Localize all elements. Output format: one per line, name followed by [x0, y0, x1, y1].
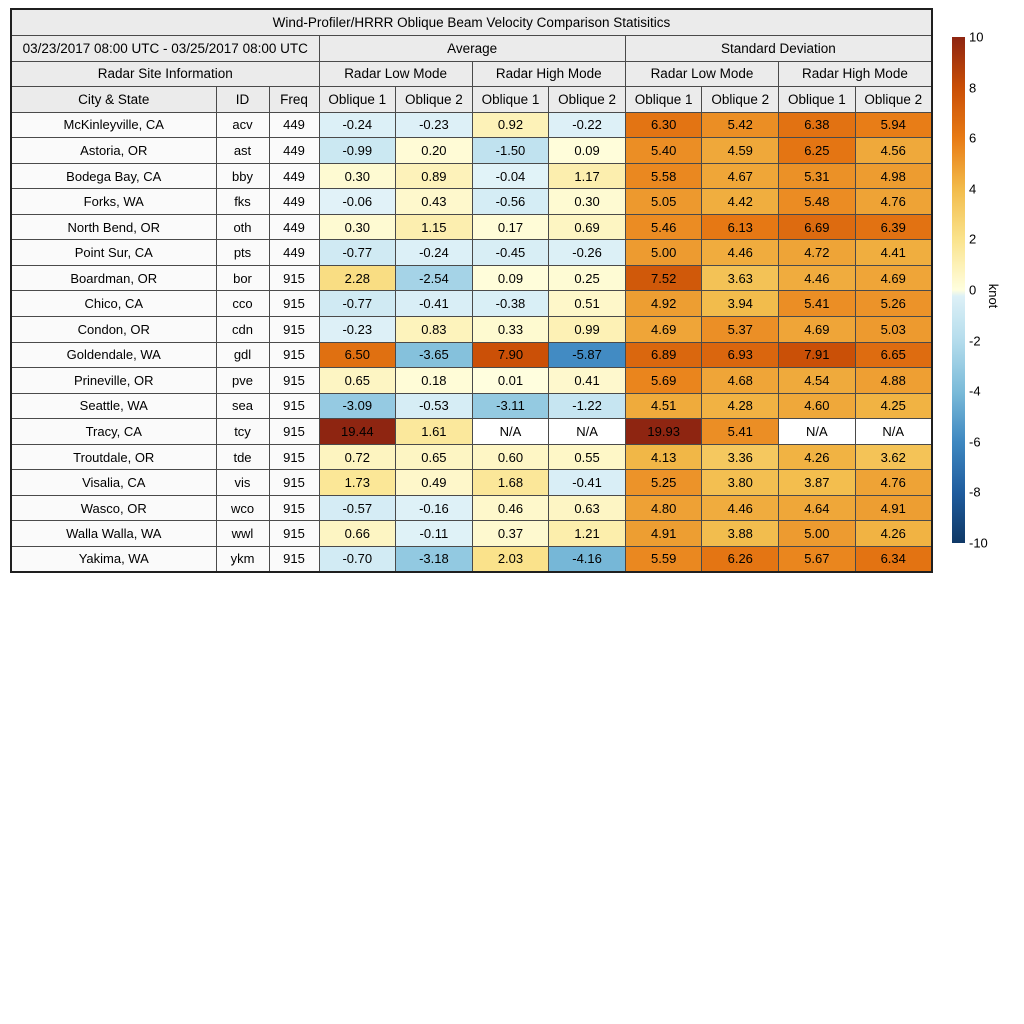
avg-oblique1-cell: -0.56	[472, 189, 549, 215]
avg-oblique2-cell: 1.17	[549, 163, 626, 189]
avg-oblique2-cell: 0.41	[549, 368, 626, 394]
site-id-cell: pts	[216, 240, 269, 266]
std-oblique2-cell: 5.94	[855, 112, 932, 138]
avg-oblique2-cell: -2.54	[396, 265, 473, 291]
avg-oblique2-cell: 0.89	[396, 163, 473, 189]
std-oblique2-cell: 4.25	[855, 393, 932, 419]
std-high-oblique1-header: Oblique 1	[779, 87, 856, 113]
std-oblique1-cell: 4.13	[625, 444, 702, 470]
title-row	[11, 9, 932, 36]
avg-oblique1-cell: -0.77	[319, 240, 396, 266]
city-cell: Troutdale, OR	[11, 444, 216, 470]
city-cell: Yakima, WA	[11, 546, 216, 572]
freq-cell: 915	[269, 368, 319, 394]
table-row	[11, 240, 932, 266]
avg-oblique1-cell: 6.50	[319, 342, 396, 368]
std-oblique2-cell: 3.88	[702, 521, 779, 547]
std-oblique1-cell: 6.89	[625, 342, 702, 368]
city-cell: Condon, OR	[11, 317, 216, 343]
table-title: Wind-Profiler/HRRR Oblique Beam Velocity Comparison Statisitics	[11, 9, 932, 36]
colorbar-tick-label: 6	[969, 130, 977, 146]
site-id-cell: ykm	[216, 546, 269, 572]
site-id-cell: wwl	[216, 521, 269, 547]
avg-oblique1-cell: 0.33	[472, 317, 549, 343]
std-oblique2-cell: 4.91	[855, 495, 932, 521]
avg-oblique2-cell: -5.87	[549, 342, 626, 368]
std-oblique2-cell: 6.34	[855, 546, 932, 572]
avg-oblique2-cell: 0.30	[549, 189, 626, 215]
avg-oblique1-cell: 0.72	[319, 444, 396, 470]
std-oblique1-cell: 3.87	[779, 470, 856, 496]
city-cell: Goldendale, WA	[11, 342, 216, 368]
freq-cell: 915	[269, 342, 319, 368]
avg-oblique2-cell: 0.09	[549, 138, 626, 164]
site-id-cell: oth	[216, 214, 269, 240]
std-low-mode-header: Radar Low Mode	[625, 61, 778, 87]
table-row	[11, 163, 932, 189]
std-oblique1-cell: 5.41	[779, 291, 856, 317]
colorbar-tick-label: -8	[969, 484, 981, 500]
table-body	[11, 112, 932, 572]
city-cell: McKinleyville, CA	[11, 112, 216, 138]
freq-cell: 449	[269, 138, 319, 164]
avg-oblique1-cell: 0.09	[472, 265, 549, 291]
freq-cell: 449	[269, 112, 319, 138]
table-row	[11, 495, 932, 521]
std-oblique1-cell: 5.25	[625, 470, 702, 496]
avg-oblique2-cell: 0.83	[396, 317, 473, 343]
avg-oblique2-cell: 0.99	[549, 317, 626, 343]
std-oblique1-cell: 4.91	[625, 521, 702, 547]
city-cell: Point Sur, CA	[11, 240, 216, 266]
site-id-cell: ast	[216, 138, 269, 164]
freq-cell: 915	[269, 393, 319, 419]
avg-oblique1-cell: 0.92	[472, 112, 549, 138]
freq-cell: 915	[269, 291, 319, 317]
std-oblique2-cell: 5.42	[702, 112, 779, 138]
std-low-oblique2-header: Oblique 2	[702, 87, 779, 113]
city-state-header: City & State	[11, 87, 216, 113]
avg-oblique1-cell: 0.37	[472, 521, 549, 547]
avg-oblique1-cell: 1.73	[319, 470, 396, 496]
table-row	[11, 546, 932, 572]
avg-oblique2-cell: -0.11	[396, 521, 473, 547]
site-info-header: Radar Site Information	[11, 61, 319, 87]
freq-cell: 915	[269, 521, 319, 547]
avg-oblique1-cell: 0.66	[319, 521, 396, 547]
std-oblique1-cell: 5.00	[779, 521, 856, 547]
std-oblique1-cell: 6.69	[779, 214, 856, 240]
std-oblique1-cell: 4.46	[779, 265, 856, 291]
std-oblique1-cell: 4.69	[779, 317, 856, 343]
avg-oblique2-cell: -4.16	[549, 546, 626, 572]
id-header: ID	[216, 87, 269, 113]
avg-oblique2-cell: 0.49	[396, 470, 473, 496]
std-high-mode-header: Radar High Mode	[779, 61, 932, 87]
std-oblique2-cell: 3.36	[702, 444, 779, 470]
avg-oblique1-cell: 0.01	[472, 368, 549, 394]
avg-oblique2-cell: -0.41	[396, 291, 473, 317]
avg-oblique2-cell: 1.21	[549, 521, 626, 547]
std-oblique1-cell: 4.64	[779, 495, 856, 521]
colorbar-gradient	[952, 37, 965, 543]
avg-oblique1-cell: 0.30	[319, 214, 396, 240]
table-row	[11, 470, 932, 496]
avg-oblique2-cell: 1.61	[396, 419, 473, 445]
avg-oblique2-cell: 0.65	[396, 444, 473, 470]
colorbar-tick-label: 2	[969, 231, 977, 247]
std-oblique2-cell: 4.42	[702, 189, 779, 215]
avg-oblique1-cell: 2.28	[319, 265, 396, 291]
avg-oblique2-cell: 0.69	[549, 214, 626, 240]
avg-oblique2-cell: -0.22	[549, 112, 626, 138]
site-id-cell: pve	[216, 368, 269, 394]
avg-oblique1-cell: 0.46	[472, 495, 549, 521]
avg-high-oblique1-header: Oblique 1	[472, 87, 549, 113]
group-std-header: Standard Deviation	[625, 36, 931, 62]
std-oblique2-cell: 4.69	[855, 265, 932, 291]
colorbar-tick-label: 0	[969, 282, 977, 298]
group-header-row	[11, 36, 932, 62]
table-row	[11, 138, 932, 164]
std-oblique2-cell: 6.93	[702, 342, 779, 368]
std-oblique1-cell: 5.46	[625, 214, 702, 240]
std-oblique2-cell: 5.26	[855, 291, 932, 317]
std-oblique2-cell: N/A	[855, 419, 932, 445]
colorbar-tick-label: 8	[969, 80, 977, 96]
std-oblique1-cell: 6.38	[779, 112, 856, 138]
city-cell: Seattle, WA	[11, 393, 216, 419]
std-oblique1-cell: 5.58	[625, 163, 702, 189]
avg-oblique2-cell: -0.24	[396, 240, 473, 266]
avg-oblique1-cell: -3.09	[319, 393, 396, 419]
std-oblique2-cell: 3.80	[702, 470, 779, 496]
avg-oblique2-cell: 0.25	[549, 265, 626, 291]
std-oblique2-cell: 4.26	[855, 521, 932, 547]
std-oblique1-cell: 4.80	[625, 495, 702, 521]
freq-cell: 915	[269, 546, 319, 572]
std-oblique2-cell: 4.67	[702, 163, 779, 189]
site-id-cell: tcy	[216, 419, 269, 445]
avg-oblique1-cell: -0.23	[319, 317, 396, 343]
freq-cell: 915	[269, 419, 319, 445]
city-cell: Boardman, OR	[11, 265, 216, 291]
avg-oblique1-cell: -3.11	[472, 393, 549, 419]
site-id-cell: tde	[216, 444, 269, 470]
freq-cell: 449	[269, 240, 319, 266]
avg-oblique1-cell: 0.65	[319, 368, 396, 394]
site-id-cell: cco	[216, 291, 269, 317]
std-oblique1-cell: 19.93	[625, 419, 702, 445]
mode-header-row	[11, 61, 932, 87]
table-row	[11, 342, 932, 368]
std-oblique1-cell: 5.69	[625, 368, 702, 394]
std-oblique2-cell: 5.41	[702, 419, 779, 445]
std-oblique1-cell: 5.31	[779, 163, 856, 189]
avg-oblique2-cell: 1.15	[396, 214, 473, 240]
freq-cell: 915	[269, 444, 319, 470]
std-oblique1-cell: 5.40	[625, 138, 702, 164]
city-cell: Walla Walla, WA	[11, 521, 216, 547]
std-oblique1-cell: 7.91	[779, 342, 856, 368]
avg-oblique2-cell: -3.65	[396, 342, 473, 368]
date-range: 03/23/2017 08:00 UTC - 03/25/2017 08:00 UTC	[11, 36, 319, 62]
avg-oblique1-cell: N/A	[472, 419, 549, 445]
city-cell: Visalia, CA	[11, 470, 216, 496]
avg-oblique2-cell: -0.41	[549, 470, 626, 496]
site-id-cell: acv	[216, 112, 269, 138]
site-id-cell: sea	[216, 393, 269, 419]
city-cell: Bodega Bay, CA	[11, 163, 216, 189]
avg-low-oblique1-header: Oblique 1	[319, 87, 396, 113]
std-oblique1-cell: 5.00	[625, 240, 702, 266]
city-cell: Prineville, OR	[11, 368, 216, 394]
avg-oblique2-cell: -0.26	[549, 240, 626, 266]
site-id-cell: gdl	[216, 342, 269, 368]
std-oblique2-cell: 4.76	[855, 470, 932, 496]
avg-oblique1-cell: -0.70	[319, 546, 396, 572]
std-oblique1-cell: 5.67	[779, 546, 856, 572]
site-id-cell: fks	[216, 189, 269, 215]
freq-cell: 915	[269, 265, 319, 291]
std-oblique1-cell: 4.92	[625, 291, 702, 317]
std-oblique2-cell: 4.56	[855, 138, 932, 164]
std-oblique1-cell: 4.54	[779, 368, 856, 394]
avg-high-oblique2-header: Oblique 2	[549, 87, 626, 113]
std-oblique1-cell: 5.05	[625, 189, 702, 215]
avg-oblique1-cell: 0.17	[472, 214, 549, 240]
std-oblique2-cell: 4.68	[702, 368, 779, 394]
avg-oblique2-cell: 0.55	[549, 444, 626, 470]
colorbar-tick-label: -6	[969, 434, 981, 450]
std-oblique1-cell: 6.25	[779, 138, 856, 164]
avg-low-mode-header: Radar Low Mode	[319, 61, 472, 87]
std-oblique2-cell: 6.65	[855, 342, 932, 368]
avg-oblique1-cell: 19.44	[319, 419, 396, 445]
avg-oblique1-cell: 0.60	[472, 444, 549, 470]
freq-cell: 449	[269, 214, 319, 240]
std-oblique1-cell: 4.72	[779, 240, 856, 266]
table-row	[11, 112, 932, 138]
table-row	[11, 214, 932, 240]
std-oblique2-cell: 5.37	[702, 317, 779, 343]
avg-oblique2-cell: -1.22	[549, 393, 626, 419]
std-oblique1-cell: 4.69	[625, 317, 702, 343]
std-oblique1-cell: 7.52	[625, 265, 702, 291]
avg-oblique1-cell: -0.24	[319, 112, 396, 138]
city-cell: Chico, CA	[11, 291, 216, 317]
avg-oblique2-cell: N/A	[549, 419, 626, 445]
std-oblique2-cell: 4.59	[702, 138, 779, 164]
table-row	[11, 189, 932, 215]
group-average-header: Average	[319, 36, 625, 62]
std-oblique1-cell: 5.59	[625, 546, 702, 572]
std-oblique2-cell: 6.39	[855, 214, 932, 240]
site-id-cell: cdn	[216, 317, 269, 343]
freq-cell: 449	[269, 189, 319, 215]
std-oblique1-cell: 5.48	[779, 189, 856, 215]
colorbar-tick-label: -2	[969, 333, 981, 349]
city-cell: Tracy, CA	[11, 419, 216, 445]
city-cell: Wasco, OR	[11, 495, 216, 521]
avg-oblique1-cell: 2.03	[472, 546, 549, 572]
avg-oblique1-cell: -0.77	[319, 291, 396, 317]
city-cell: North Bend, OR	[11, 214, 216, 240]
std-oblique2-cell: 3.94	[702, 291, 779, 317]
avg-high-mode-header: Radar High Mode	[472, 61, 625, 87]
avg-oblique1-cell: 1.68	[472, 470, 549, 496]
avg-low-oblique2-header: Oblique 2	[396, 87, 473, 113]
avg-oblique1-cell: -1.50	[472, 138, 549, 164]
std-high-oblique2-header: Oblique 2	[855, 87, 932, 113]
site-id-cell: bby	[216, 163, 269, 189]
std-oblique2-cell: 4.76	[855, 189, 932, 215]
std-oblique1-cell: 6.30	[625, 112, 702, 138]
table-row	[11, 444, 932, 470]
std-oblique2-cell: 5.03	[855, 317, 932, 343]
freq-cell: 915	[269, 317, 319, 343]
site-id-cell: bor	[216, 265, 269, 291]
site-id-cell: vis	[216, 470, 269, 496]
colorbar-tick-label: -4	[969, 383, 981, 399]
std-oblique2-cell: 6.26	[702, 546, 779, 572]
freq-header: Freq	[269, 87, 319, 113]
freq-cell: 915	[269, 470, 319, 496]
avg-oblique2-cell: -0.53	[396, 393, 473, 419]
avg-oblique1-cell: 7.90	[472, 342, 549, 368]
avg-oblique2-cell: 0.20	[396, 138, 473, 164]
avg-oblique2-cell: -3.18	[396, 546, 473, 572]
colorbar-tick-label: -10	[969, 535, 988, 551]
table-row	[11, 291, 932, 317]
colorbar-tick-label: 10	[969, 29, 984, 45]
avg-oblique2-cell: -0.16	[396, 495, 473, 521]
std-oblique2-cell: 4.46	[702, 495, 779, 521]
std-oblique1-cell: N/A	[779, 419, 856, 445]
std-oblique1-cell: 4.60	[779, 393, 856, 419]
table-row	[11, 265, 932, 291]
avg-oblique2-cell: -0.23	[396, 112, 473, 138]
std-oblique2-cell: 4.46	[702, 240, 779, 266]
avg-oblique1-cell: -0.04	[472, 163, 549, 189]
freq-cell: 915	[269, 495, 319, 521]
std-oblique2-cell: 4.98	[855, 163, 932, 189]
table-row	[11, 368, 932, 394]
table-row	[11, 419, 932, 445]
avg-oblique1-cell: -0.57	[319, 495, 396, 521]
freq-cell: 449	[269, 163, 319, 189]
avg-oblique2-cell: 0.51	[549, 291, 626, 317]
avg-oblique1-cell: -0.45	[472, 240, 549, 266]
std-oblique1-cell: 4.26	[779, 444, 856, 470]
avg-oblique1-cell: -0.99	[319, 138, 396, 164]
std-oblique2-cell: 4.28	[702, 393, 779, 419]
std-oblique2-cell: 3.62	[855, 444, 932, 470]
column-header-row	[11, 87, 932, 113]
site-id-cell: wco	[216, 495, 269, 521]
table-row	[11, 393, 932, 419]
table-row	[11, 521, 932, 547]
avg-oblique1-cell: -0.38	[472, 291, 549, 317]
avg-oblique2-cell: 0.43	[396, 189, 473, 215]
city-cell: Astoria, OR	[11, 138, 216, 164]
avg-oblique2-cell: 0.18	[396, 368, 473, 394]
avg-oblique1-cell: -0.06	[319, 189, 396, 215]
std-oblique2-cell: 4.88	[855, 368, 932, 394]
colorbar-unit-label: knot	[986, 283, 1001, 309]
city-cell: Forks, WA	[11, 189, 216, 215]
avg-oblique2-cell: 0.63	[549, 495, 626, 521]
comparison-table	[10, 8, 933, 573]
std-oblique2-cell: 6.13	[702, 214, 779, 240]
std-low-oblique1-header: Oblique 1	[625, 87, 702, 113]
std-oblique1-cell: 4.51	[625, 393, 702, 419]
std-oblique2-cell: 3.63	[702, 265, 779, 291]
table-row	[11, 317, 932, 343]
colorbar-tick-label: 4	[969, 181, 977, 197]
std-oblique2-cell: 4.41	[855, 240, 932, 266]
avg-oblique1-cell: 0.30	[319, 163, 396, 189]
